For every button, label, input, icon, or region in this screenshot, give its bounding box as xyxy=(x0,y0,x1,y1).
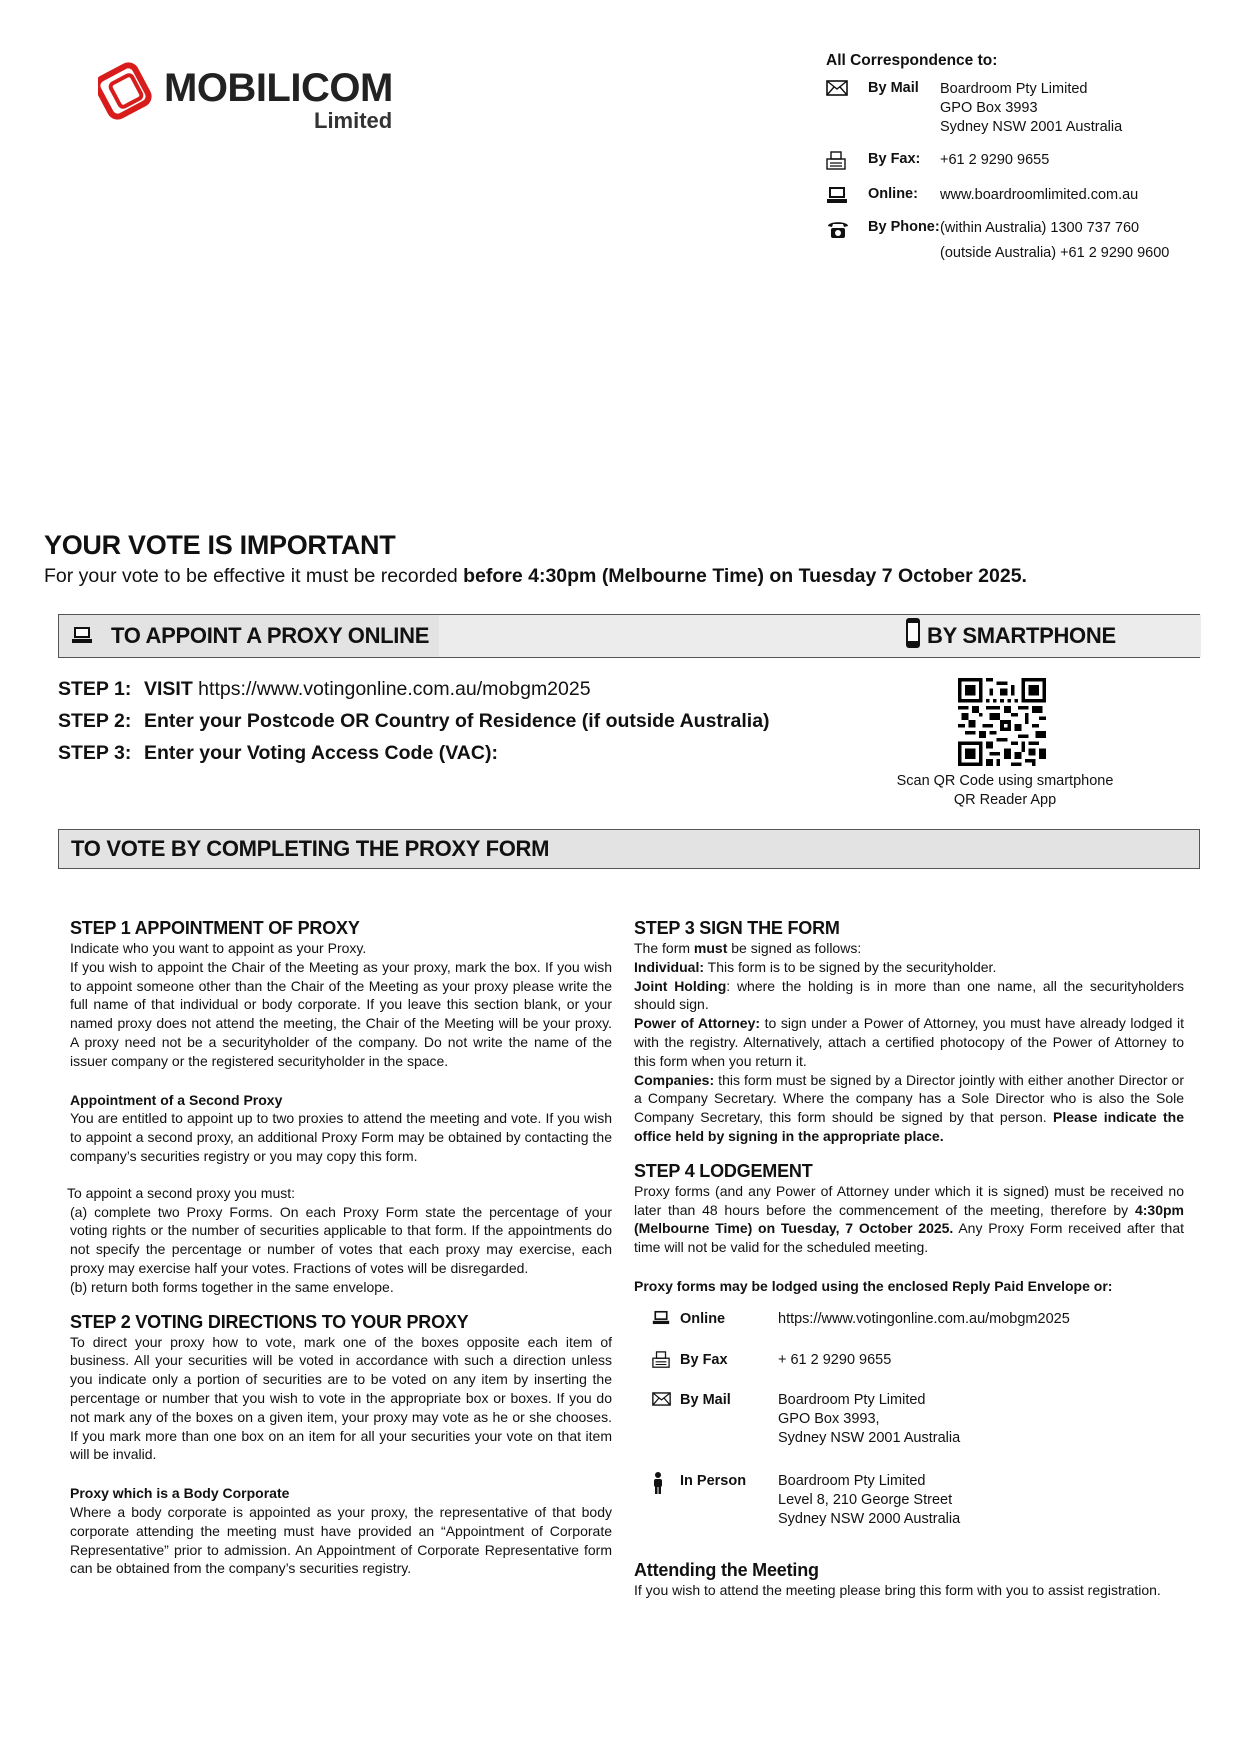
second-proxy-step-a: (a) complete two Proxy Forms. On each Proxy Form state the percentage of your voting rights or the number of securities applicable to that form. If the appointments do not specify the percentage or number of votes that each proxy may exercise, each proxy may exercise half your votes. Fractions of votes will be disregarded. xyxy=(70,1203,612,1276)
fax-icon xyxy=(652,1351,680,1373)
corr-mail-line: Sydney NSW 2001 Australia xyxy=(940,119,1123,135)
step3-joint xyxy=(634,977,1184,1015)
company-logo xyxy=(98,60,428,140)
corr-mail-line: GPO Box 3993 xyxy=(940,100,1038,116)
company-suffix: Limited xyxy=(314,108,393,133)
text: Proxy forms (and any Power of Attorney under which it is signed) must be received no later than 48 hours before the commencement of the meeting, therefore by xyxy=(634,1182,1184,1218)
lodge-intro: Proxy forms may be lodged using the enclosed Reply Paid Envelope or: xyxy=(634,1277,1113,1294)
corr-fax-row xyxy=(826,151,1206,174)
lodge-mail-row xyxy=(652,1391,1184,1448)
lodge-fax-number: + 61 2 9290 9655 xyxy=(778,1351,892,1368)
online-proxy-banner xyxy=(58,614,1200,658)
lodge-online-label: Online xyxy=(680,1310,726,1327)
step-action: Enter your Postcode OR Country of Residence (if outside Australia) xyxy=(144,710,770,732)
qr-caption xyxy=(890,772,1120,810)
deadline-prefix: For your vote to be effective it must be recorded xyxy=(44,565,464,587)
address-line: Level 8, 210 George Street xyxy=(778,1491,953,1508)
corr-online-row xyxy=(826,186,1206,207)
proxy-form-banner xyxy=(58,829,1200,869)
laptop-icon xyxy=(71,626,93,649)
step1-intro: Indicate who you want to appoint as your Proxy. xyxy=(70,940,367,956)
second-proxy-title: Appointment of a Second Proxy xyxy=(70,1091,283,1108)
text-bold: must xyxy=(693,940,728,956)
step4-text xyxy=(634,1182,1184,1257)
online-banner-title: TO APPOINT A PROXY ONLINE xyxy=(111,623,430,648)
corr-fax-value: +61 2 9290 9655 xyxy=(940,152,1050,168)
corr-online-label: Online: xyxy=(868,186,918,202)
step3-intro xyxy=(634,939,1184,958)
logo-mark-icon xyxy=(98,60,162,122)
step-label: STEP 2: xyxy=(58,710,132,732)
envelope-icon xyxy=(652,1391,680,1448)
second-proxy-text: You are entitled to appoint up to two proxies to attend the meeting and vote. If you wish to appoint a second proxy, an additional Proxy Form may be obtained by contacting the company’s securities registry or you may copy this form. xyxy=(70,1110,612,1164)
text: to sign under a Power of Attorney, you must have already lodged it with the registry. Alternatively, attach a certified photocopy of the Power of Attorney to this form when you return it. xyxy=(634,1015,1184,1069)
lodge-person-label: In Person xyxy=(680,1472,747,1489)
step3-companies xyxy=(634,1071,1184,1146)
corr-phone-line: (outside Australia) +61 2 9290 9600 xyxy=(940,245,1170,261)
left-column xyxy=(67,917,612,1578)
phone-icon xyxy=(826,219,868,263)
corr-phone-line: (within Australia) 1300 737 760 xyxy=(940,220,1140,236)
text: this form must be signed by a Director jointly with either another Director or a Company Secretary. Where the company has a Sole Director who is also the Sole Company Secretary, this form should be signed by that person. xyxy=(634,1071,1184,1126)
attending-text: If you wish to attend the meeting please bring this form with you to assist registration. xyxy=(634,1581,1161,1598)
second-proxy-intro: To appoint a second proxy you must: xyxy=(67,1184,296,1201)
online-step-1 xyxy=(58,678,591,701)
qr-caption-line: QR Reader App xyxy=(953,792,1057,808)
step2-title: STEP 2 VOTING DIRECTIONS TO YOUR PROXY xyxy=(70,1311,469,1332)
text: be signed as follows: xyxy=(727,940,862,956)
step-action: VISIT xyxy=(144,678,193,700)
corr-mail-line: Boardroom Pty Limited xyxy=(940,81,1088,97)
step-action: Enter your Voting Access Code (VAC): xyxy=(144,742,498,764)
label: Joint Holding xyxy=(634,977,727,994)
text-bold: Please indicate the office held by signing in the appropriate place. xyxy=(634,1109,1184,1144)
smartphone-banner-title: BY SMARTPHONE xyxy=(927,623,1116,648)
step3-individual xyxy=(634,958,1184,977)
label: Power of Attorney: xyxy=(634,1015,761,1032)
company-name: MOBILICOM xyxy=(164,66,393,110)
laptop-icon xyxy=(826,186,868,207)
step1-text: If you wish to appoint the Chair of the Meeting as your proxy, mark the box. If you wish to appoint someone other than the Chair of the Meeting as your proxy please write the full name of that individual or body corporate. If you leave this section blank, or your named proxy does not attend the meeting, the Chair of the Meeting will be your proxy. A proxy need not be a securityholder of the company. Do not write the name of the issuer company or the registered securityholder in the space. xyxy=(70,958,612,1069)
address-line: Sydney NSW 2000 Australia xyxy=(778,1510,961,1527)
body-corporate-text: Where a body corporate is appointed as your proxy, the representative of that body corporate attending the meeting must have provided an “Appointment of Corporate Representative” prior to admission. An Appointment of Corporate Representative form can be obtained from the company’s securities registry. xyxy=(70,1503,612,1577)
address-line: Sydney NSW 2001 Australia xyxy=(778,1429,961,1446)
online-step-3 xyxy=(58,742,498,765)
corr-phone-row xyxy=(826,219,1206,263)
step-label: STEP 1: xyxy=(58,678,132,700)
corr-mail-label: By Mail xyxy=(868,80,919,96)
deadline-date: before 4:30pm (Melbourne Time) on Tuesday 7 October 2025. xyxy=(463,565,1027,587)
corr-fax-label: By Fax: xyxy=(868,151,921,167)
person-icon xyxy=(652,1472,680,1529)
label: Individual: xyxy=(634,958,704,975)
step2-text: To direct your proxy how to vote, mark one of the boxes opposite each item of business. All your securities will be voted in accordance with such a direction unless you indicate only a portion of securities are to be voted on any item by inserting the percentage or number that you wish to vote in the appropriate box or boxes. If you do not mark any of the boxes on a given item, your proxy may vote as he or she chooses. If you mark more than one box on an item for all your securities your vote on that item will be invalid. xyxy=(70,1333,612,1463)
lodge-online-url[interactable]: https://www.votingonline.com.au/mobgm2025 xyxy=(778,1310,1070,1327)
step4-title: STEP 4 LODGEMENT xyxy=(634,1160,813,1181)
envelope-icon xyxy=(826,80,868,137)
step3-title: STEP 3 SIGN THE FORM xyxy=(634,918,840,938)
corr-phone-numbers xyxy=(940,219,1206,263)
address-line: Boardroom Pty Limited xyxy=(778,1472,926,1489)
text: The form xyxy=(634,940,694,956)
qr-caption-line: Scan QR Code using smartphone xyxy=(896,773,1114,789)
text: Any Proxy Form received after that time will not be valid for the scheduled meeting. xyxy=(634,1220,1184,1256)
corr-mail-row xyxy=(826,80,1206,137)
text-bold: 4:30pm (Melbourne Time) on Tuesday, 7 October 2025. xyxy=(634,1201,1184,1237)
lodge-person-row xyxy=(652,1472,1184,1529)
address-line: GPO Box 3993, xyxy=(778,1410,880,1427)
lodgement-methods xyxy=(652,1310,1184,1529)
fax-icon xyxy=(826,151,868,174)
attending-title: Attending the Meeting xyxy=(634,1559,819,1580)
lodge-person-address xyxy=(778,1472,1184,1529)
laptop-icon xyxy=(652,1310,680,1329)
page-title: YOUR VOTE IS IMPORTANT xyxy=(44,530,396,560)
smartphone-icon xyxy=(905,617,921,654)
online-step-2 xyxy=(58,710,770,733)
step1-title: STEP 1 APPOINTMENT OF PROXY xyxy=(70,918,360,938)
text: : where the holding is in more than one name, all the securityholders should sign. xyxy=(634,977,1184,1013)
lodge-mail-label: By Mail xyxy=(680,1391,731,1408)
label: Companies: xyxy=(634,1071,715,1088)
lodge-fax-row xyxy=(652,1351,1184,1373)
proxy-form-banner-title: TO VOTE BY COMPLETING THE PROXY FORM xyxy=(71,836,550,861)
right-column xyxy=(634,917,1184,1600)
address-line: Boardroom Pty Limited xyxy=(778,1391,926,1408)
corr-online-value[interactable]: www.boardroomlimited.com.au xyxy=(940,187,1139,203)
lodge-online-row xyxy=(652,1310,1184,1329)
corr-phone-label: By Phone: xyxy=(868,219,940,235)
lodge-fax-label: By Fax xyxy=(680,1351,728,1368)
second-proxy-step-b: (b) return both forms together in the same envelope. xyxy=(70,1278,394,1295)
voting-url[interactable]: https://www.votingonline.com.au/mobgm2025 xyxy=(192,678,591,700)
step-label: STEP 3: xyxy=(58,742,132,764)
lodge-mail-address xyxy=(778,1391,1184,1448)
step3-poa xyxy=(634,1014,1184,1070)
correspondence-block xyxy=(826,52,1206,271)
text: This form is to be signed by the securityholder. xyxy=(704,958,997,975)
body-corporate-title: Proxy which is a Body Corporate xyxy=(70,1485,290,1502)
deadline-notice xyxy=(44,565,1027,588)
correspondence-title: All Correspondence to: xyxy=(826,52,998,69)
corr-mail-address xyxy=(940,80,1206,137)
qr-code[interactable] xyxy=(958,678,1046,766)
